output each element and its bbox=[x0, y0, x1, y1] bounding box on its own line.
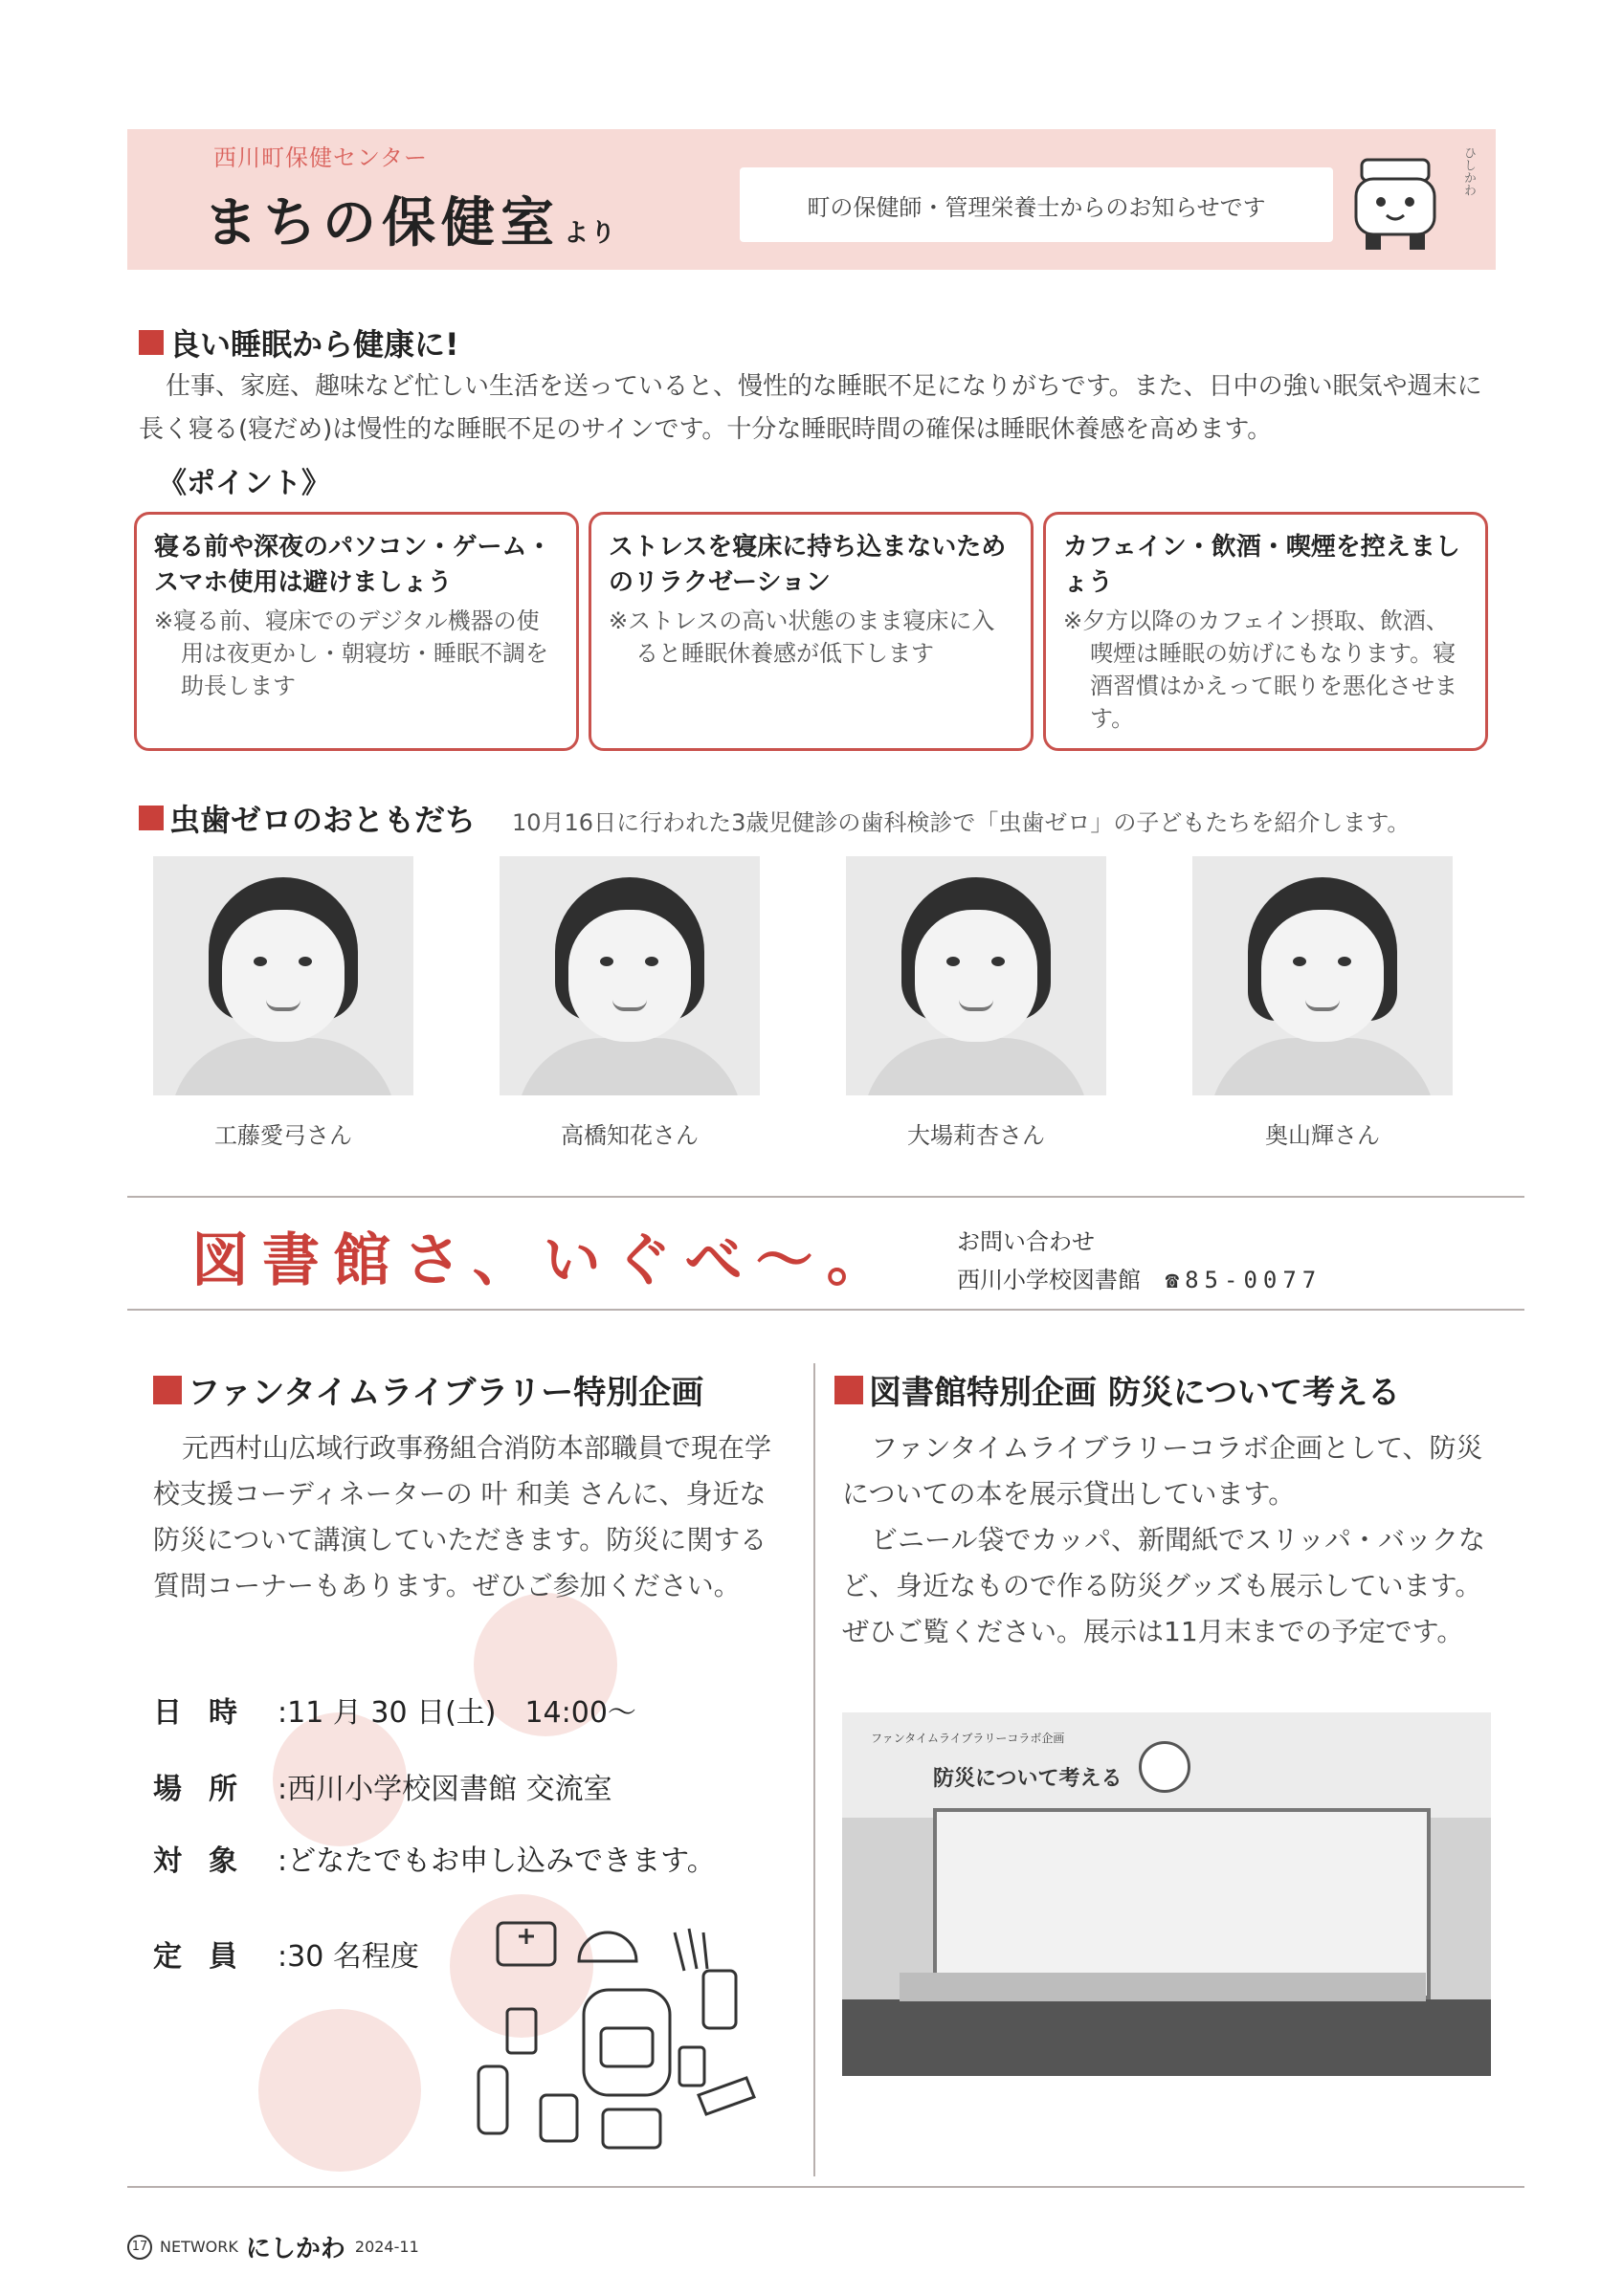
clock-icon bbox=[1139, 1741, 1190, 1793]
contact-label: お問い合わせ bbox=[957, 1228, 1095, 1255]
point-box-2 bbox=[589, 512, 1034, 751]
point-note: ※夕方以降のカフェイン摂取、飲酒、喫煙は睡眠の妨げにもなります。寝酒習慣はかえって眠りを悪化させます。 bbox=[1063, 607, 1457, 732]
footer-date: 2024-11 bbox=[354, 2238, 419, 2256]
child-photo bbox=[1192, 856, 1453, 1095]
page-title bbox=[204, 181, 617, 257]
heading-marker bbox=[139, 806, 164, 830]
info-value: :西川小学校図書館 交流室 bbox=[278, 1773, 612, 1806]
point-box-3 bbox=[1043, 512, 1488, 751]
header-banner bbox=[127, 129, 1496, 270]
point-note: ※寝る前、寝床でのデジタル機器の使用は夜更かし・朝寝坊・睡眠不調を助長します bbox=[154, 607, 548, 699]
info-label: 定員 bbox=[153, 1940, 264, 1974]
points-label: 《ポイント》 bbox=[158, 467, 330, 500]
heading-marker bbox=[834, 1376, 863, 1404]
child-photo bbox=[846, 856, 1106, 1095]
child-card bbox=[846, 856, 1106, 1150]
photo-sign-text: 防災について考える bbox=[933, 1767, 1123, 1791]
child-name: 大場莉杏さん bbox=[907, 1122, 1045, 1149]
notice-box: 町の保健師・管理栄養士からのお知らせです bbox=[740, 167, 1333, 242]
funtime-heading-text: ファンタイムライブラリー特別企画 bbox=[188, 1374, 704, 1412]
info-value: :11 月 30 日(土) 14:00〜 bbox=[278, 1696, 636, 1730]
decor-blob bbox=[258, 2009, 421, 2172]
point-title: ストレスを寝床に持ち込まないためのリラクゼーション bbox=[609, 533, 1007, 597]
cavity-heading bbox=[139, 796, 476, 840]
mascot-illustration bbox=[1343, 143, 1448, 257]
heading-marker bbox=[153, 1376, 182, 1404]
point-title: カフェイン・飲酒・喫煙を控えましょう bbox=[1063, 533, 1460, 597]
title-suffix: より bbox=[564, 219, 618, 248]
child-card bbox=[153, 856, 413, 1150]
mascot-label: ひしかわ bbox=[1461, 146, 1476, 196]
display-items bbox=[900, 1973, 1426, 2001]
display-shelf bbox=[842, 1999, 1491, 2076]
divider-bottom bbox=[127, 1309, 1524, 1311]
photo-banner-text: ファンタイムライブラリーコラボ企画 bbox=[871, 1732, 1065, 1745]
info-row-date bbox=[153, 1689, 636, 1731]
child-name: 奥山輝さん bbox=[1265, 1122, 1380, 1149]
child-photo bbox=[500, 856, 760, 1095]
display-photo bbox=[842, 1712, 1491, 2076]
title-text: まちの保健室 bbox=[204, 192, 560, 254]
child-card bbox=[500, 856, 760, 1150]
disaster-kit-illustration bbox=[459, 1904, 785, 2162]
info-value: :どなたでもお申し込みできます。 bbox=[278, 1844, 716, 1878]
info-row-place bbox=[153, 1765, 612, 1807]
sleep-heading-text: 良い睡眠から健康に! bbox=[169, 326, 459, 363]
page-number: 17 bbox=[127, 2235, 152, 2260]
info-row-capacity bbox=[153, 1932, 419, 1975]
sleep-heading bbox=[139, 320, 459, 364]
funtime-paragraph: 元西村山広域行政事務組合消防本部職員で現在学校支援コーディネーターの 叶 和美 さんに、身近な防災について講演していただきます。防災に関する質問コーナーもあります。ぜひご参加ください。 bbox=[153, 1432, 772, 1601]
funtime-heading bbox=[153, 1366, 703, 1413]
display-board bbox=[933, 1808, 1431, 1999]
child-name: 工藤愛弓さん bbox=[214, 1122, 352, 1149]
org-name: 西川町保健センター bbox=[213, 144, 429, 171]
sleep-paragraph: 仕事、家庭、趣味など忙しい生活を送っていると、慢性的な睡眠不足になりがちです。また、日中の強い眠気や週末に長く寝る(寝だめ)は慢性的な睡眠不足のサインです。十分な睡眠時間の確保は睡眠休養感を高めます。 bbox=[139, 372, 1482, 444]
contact-info bbox=[957, 1261, 1322, 1294]
info-label: 対象 bbox=[153, 1844, 264, 1878]
point-title: 寝る前や深夜のパソコン・ゲーム・スマホ使用は避けましょう bbox=[154, 533, 552, 597]
child-card bbox=[1192, 856, 1453, 1150]
divider-top bbox=[127, 1196, 1524, 1198]
footer-network: NETWORK bbox=[160, 2238, 238, 2256]
cavity-heading-text: 虫歯ゼロのおともだち bbox=[169, 802, 477, 838]
bousai-heading bbox=[834, 1366, 1400, 1413]
bousai-paragraph bbox=[842, 1425, 1498, 1655]
child-photo bbox=[153, 856, 413, 1095]
footer-divider bbox=[127, 2186, 1524, 2188]
info-label: 場所 bbox=[153, 1773, 264, 1806]
bousai-text-1: ファンタイムライブラリーコラボ企画として、防災についての本を展示貸出しています。 bbox=[842, 1432, 1483, 1510]
info-value: :30 名程度 bbox=[278, 1940, 419, 1974]
footer bbox=[127, 2229, 419, 2264]
contact-name: 西川小学校図書館 bbox=[957, 1267, 1141, 1293]
cavity-description: 10月16日に行われた3歳児健診の歯科検診で「虫歯ゼロ」の子どもたちを紹介します。 bbox=[512, 809, 1411, 836]
point-box-1 bbox=[134, 512, 579, 751]
info-row-target bbox=[153, 1837, 716, 1879]
heading-marker bbox=[139, 330, 164, 355]
column-divider bbox=[813, 1363, 815, 2176]
bousai-text-2: ビニール袋でカッパ、新聞紙でスリッパ・バックなど、身近なもので作る防災グッズも展示しています。ぜひご覧ください。展示は11月末までの予定です。 bbox=[842, 1524, 1486, 1647]
contact-phone: ☎85-0077 bbox=[1165, 1267, 1323, 1293]
library-title: 図書館さ、いぐべ〜。 bbox=[191, 1227, 898, 1294]
point-note: ※ストレスの高い状態のまま寝床に入ると睡眠休養感が低下します bbox=[609, 607, 995, 667]
info-label: 日時 bbox=[153, 1696, 264, 1730]
footer-brand: にしかわ bbox=[245, 2235, 345, 2263]
child-name: 高橋知花さん bbox=[561, 1122, 699, 1149]
bousai-heading-text: 図書館特別企画 防災について考える bbox=[869, 1374, 1401, 1412]
